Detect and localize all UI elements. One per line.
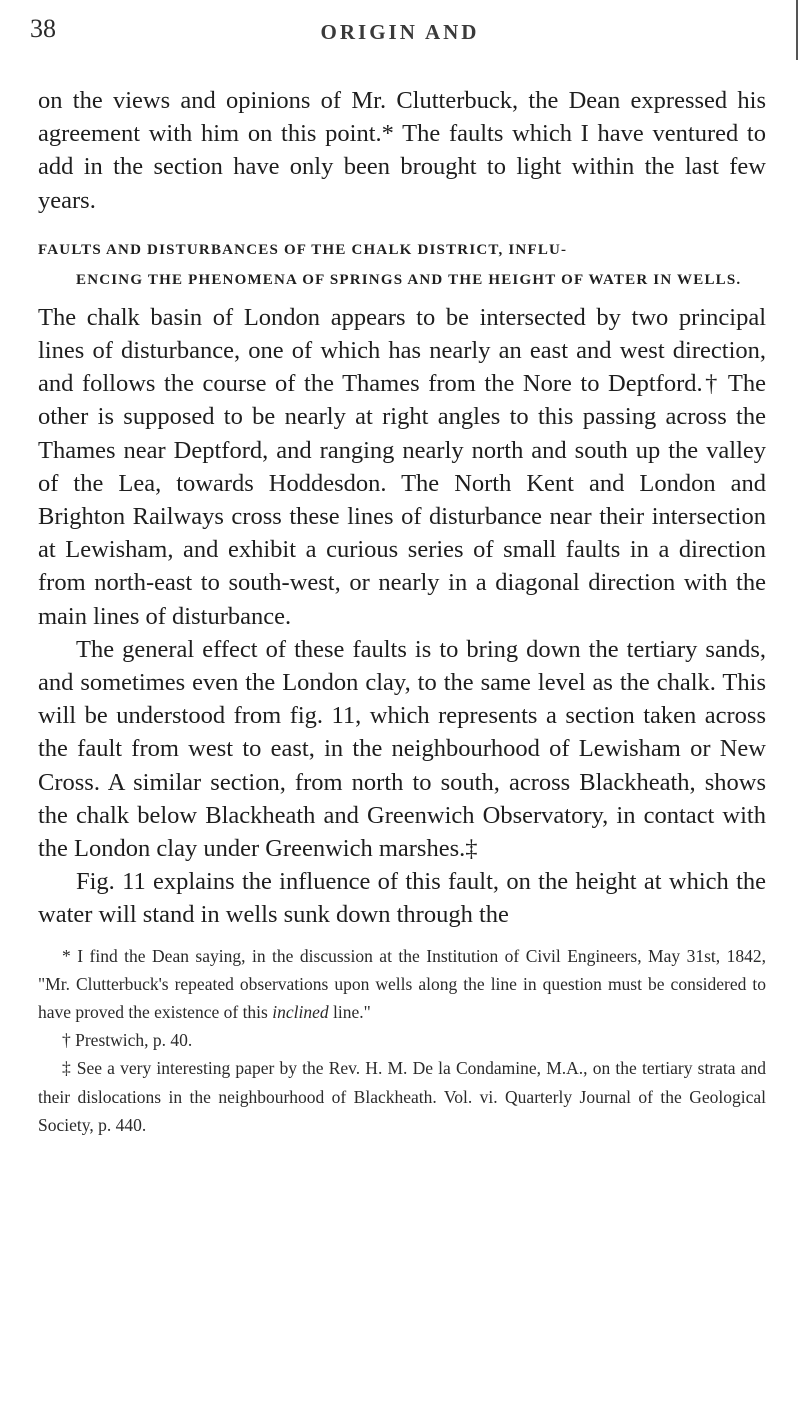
- paragraph-general-effect: The general effect of these faults is to bring down the tertiary sands, and sometimes even the London clay, to the same level as the chalk. This will be understood from fig. 11, which represents a section taken across the fault from west to east, in the neighbourhood of Lewisham or New Cross. A similar section, from north to south, across Blackheath, shows the chalk below Blackheath and Greenwich Observatory, in contact with the London clay under Greenwich marshes.‡: [38, 635, 766, 863]
- footnote-dagger: † Prestwich, p. 40.: [62, 1030, 193, 1051]
- footnotes: [38, 942, 766, 1139]
- paragraph-fig-11: Fig. 11 explains the influence of this fault, on the height at which the water will stand in wells sunk down through the: [38, 868, 766, 929]
- page-header: [0, 14, 800, 54]
- footnote-asterisk: [38, 942, 766, 1027]
- footnote-double-dagger: ‡ See a very interesting paper by the Rev. H. M. De la Condamine, M.A., on the tertiary strata and their dislocations in the neighbourhood of Blackheath. Vol. vi. Quarterly Journal of the Geological Society, p. 440.: [38, 1058, 766, 1135]
- page-edge-mark: [796, 0, 798, 60]
- running-title: ORIGIN AND: [320, 20, 480, 44]
- section-heading: [38, 235, 766, 295]
- section-heading-line-1: FAULTS AND DISTURBANCES OF THE CHALK DISTRICT, INFLU-: [38, 241, 568, 258]
- footnote-asterisk-text-2: line.": [328, 1002, 371, 1023]
- paragraph-chalk-basin: The chalk basin of London appears to be intersected by two principal lines of disturbance, one of which has nearly an east and west direction, and follows the course of the Thames from the Nore to Deptford.† The other is supposed to be nearly at right angles to this passing across the Thames near Deptford, and ranging nearly north and south up the valley of the Lea, towards Hoddesdon. The North Kent and London and Brighton Railways cross these lines of disturbance near their intersection at Lewisham, and exhibit a curious series of small faults in a direction from north-east to south-west, or nearly in a diagonal direction with the main lines of disturbance.: [38, 303, 766, 630]
- page-number: 38: [30, 14, 56, 43]
- page-body: [38, 84, 766, 1139]
- section-heading-line-2: ENCING THE PHENOMENA OF SPRINGS AND THE HEIGHT OF WATER IN WELLS.: [76, 271, 742, 288]
- footnote-asterisk-text-1: * I find the Dean saying, in the discussion at the Institution of Civil Engineers, May 31st, 1842, "Mr. Clutterbuck's repeated observations upon wells along the line in question must be considered to have proved the existence of this: [38, 945, 766, 1023]
- footnote-asterisk-italic: inclined: [272, 1002, 329, 1023]
- paragraph-continuation: on the views and opinions of Mr. Clutterbuck, the Dean expressed his agreement with him on this point.* The faults which I have ventured to add in the section have only been brought to light within the last few years.: [38, 87, 766, 214]
